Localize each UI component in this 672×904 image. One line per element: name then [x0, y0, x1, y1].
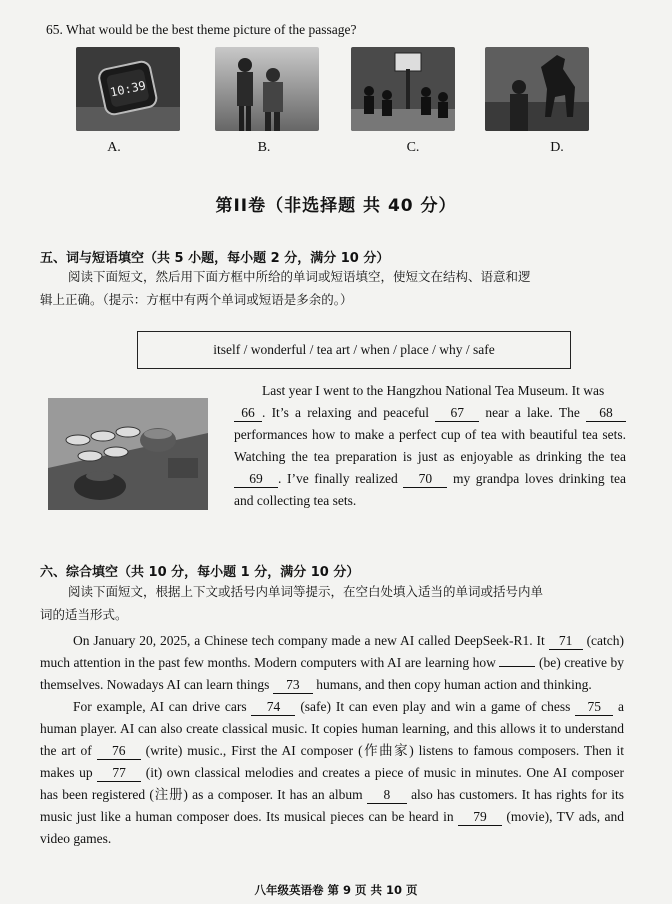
- passage-text: humans, and then copy human action and thinking.: [316, 677, 592, 692]
- blank-67[interactable]: 67: [435, 405, 479, 422]
- passage-text: Last year I went to the Hangzhou National Tea Museum. It was: [262, 383, 605, 398]
- passage-text: (write) music., First the AI composer (作曲家) listens to famous composers. Then it makes up: [40, 743, 625, 780]
- page-footer: 八年级英语卷 第 9 页 共 10 页: [254, 883, 418, 897]
- part5-instruction-1: 阅读下面短文，然后用下面方框中所给的单词或短语填空，使短文在结构、语意和逻: [68, 269, 531, 284]
- blank-76[interactable]: 76: [97, 743, 141, 760]
- svg-text:10:39: 10:39: [108, 78, 148, 100]
- part5-passage: [234, 380, 626, 512]
- passage-text: For example, AI can drive cars: [73, 699, 247, 714]
- option-a-label: A.: [107, 140, 121, 155]
- passage-text: (it) own classical melodies and creates a piece of music in minutes. One AI composer has been registered (注册) as a composer. It has an album: [40, 765, 625, 802]
- passage-text: performances how to make a perfect cup of tea with beautiful tea sets. Watching the tea preparation is just as enjoyable as drinking the tea: [234, 427, 626, 464]
- passage-text: my grandpa loves drinking tea and collecting tea sets.: [234, 471, 626, 508]
- word-box: itself / wonderful / tea art / when / place / why / safe: [137, 331, 571, 369]
- blank-77[interactable]: 77: [97, 765, 141, 782]
- passage-text: . I’ve finally realized: [278, 471, 398, 486]
- blank-66[interactable]: 66: [234, 405, 262, 422]
- passage-text: (safe) It can even play and win a game of chess: [300, 699, 571, 714]
- blank-78[interactable]: 8: [367, 787, 407, 804]
- passage-text: (catch) much attention in the past few months. Modern computers with AI are learning how: [40, 633, 625, 670]
- tea-set-image: [48, 398, 208, 510]
- section-ii-title: 第II卷（非选择题 共 40 分）: [215, 196, 457, 216]
- passage-text: a human player. AI can also create classical music. It copies human learning, and this allows it to understand the art of: [40, 699, 625, 758]
- passage-text: near a lake. The: [485, 405, 580, 420]
- part6-heading: 六、综合填空（共 10 分，每小题 1 分，满分 10 分）: [40, 565, 360, 580]
- blank-69[interactable]: 69: [234, 471, 278, 488]
- part5-heading: 五、词与短语填空（共 5 小题，每小题 2 分，满分 10 分）: [40, 251, 390, 266]
- part5-instruction-2: 辑上正确。（提示：方框中有两个单词或短语是多余的。）: [40, 292, 353, 307]
- passage-text: also has customers. It has rights for its music just like a human composer does. Its musical pieces can be heard in: [40, 787, 624, 824]
- blank-71[interactable]: 71: [549, 633, 583, 650]
- passage-text: (movie), TV ads, and video games.: [40, 809, 625, 846]
- option-a-watch-image: [76, 47, 180, 131]
- blank-74[interactable]: 74: [251, 699, 295, 716]
- part6-instruction-1: 阅读下面短文，根据上下文或括号内单词等提示，在空白处填入适当的单词或括号内单: [68, 584, 544, 599]
- option-b-label: B.: [257, 140, 271, 155]
- blank-72[interactable]: [499, 666, 535, 667]
- passage-text: . It’s a relaxing and peaceful: [262, 405, 430, 420]
- passage-text: On January 20, 2025, a Chinese tech company made a new AI called DeepSeek-R1. It: [73, 633, 545, 648]
- blank-70[interactable]: 70: [403, 471, 447, 488]
- blank-75[interactable]: 75: [575, 699, 613, 716]
- question-65: 65. What would be the best theme picture of the passage?: [46, 22, 357, 37]
- blank-79[interactable]: 79: [458, 809, 502, 826]
- option-b-people-image: [215, 47, 319, 131]
- part6-passage: [40, 630, 624, 850]
- part6-instruction-2: 词的适当形式。: [40, 607, 128, 622]
- option-c-basketball-image: [351, 47, 455, 131]
- passage-text: (be) creative by themselves. Nowadays AI can learn things: [40, 655, 624, 692]
- option-d-label: D.: [550, 140, 564, 155]
- option-c-label: C.: [406, 140, 420, 155]
- blank-68[interactable]: 68: [586, 405, 626, 422]
- blank-73[interactable]: 73: [273, 677, 313, 694]
- option-d-horse-image: [485, 47, 589, 131]
